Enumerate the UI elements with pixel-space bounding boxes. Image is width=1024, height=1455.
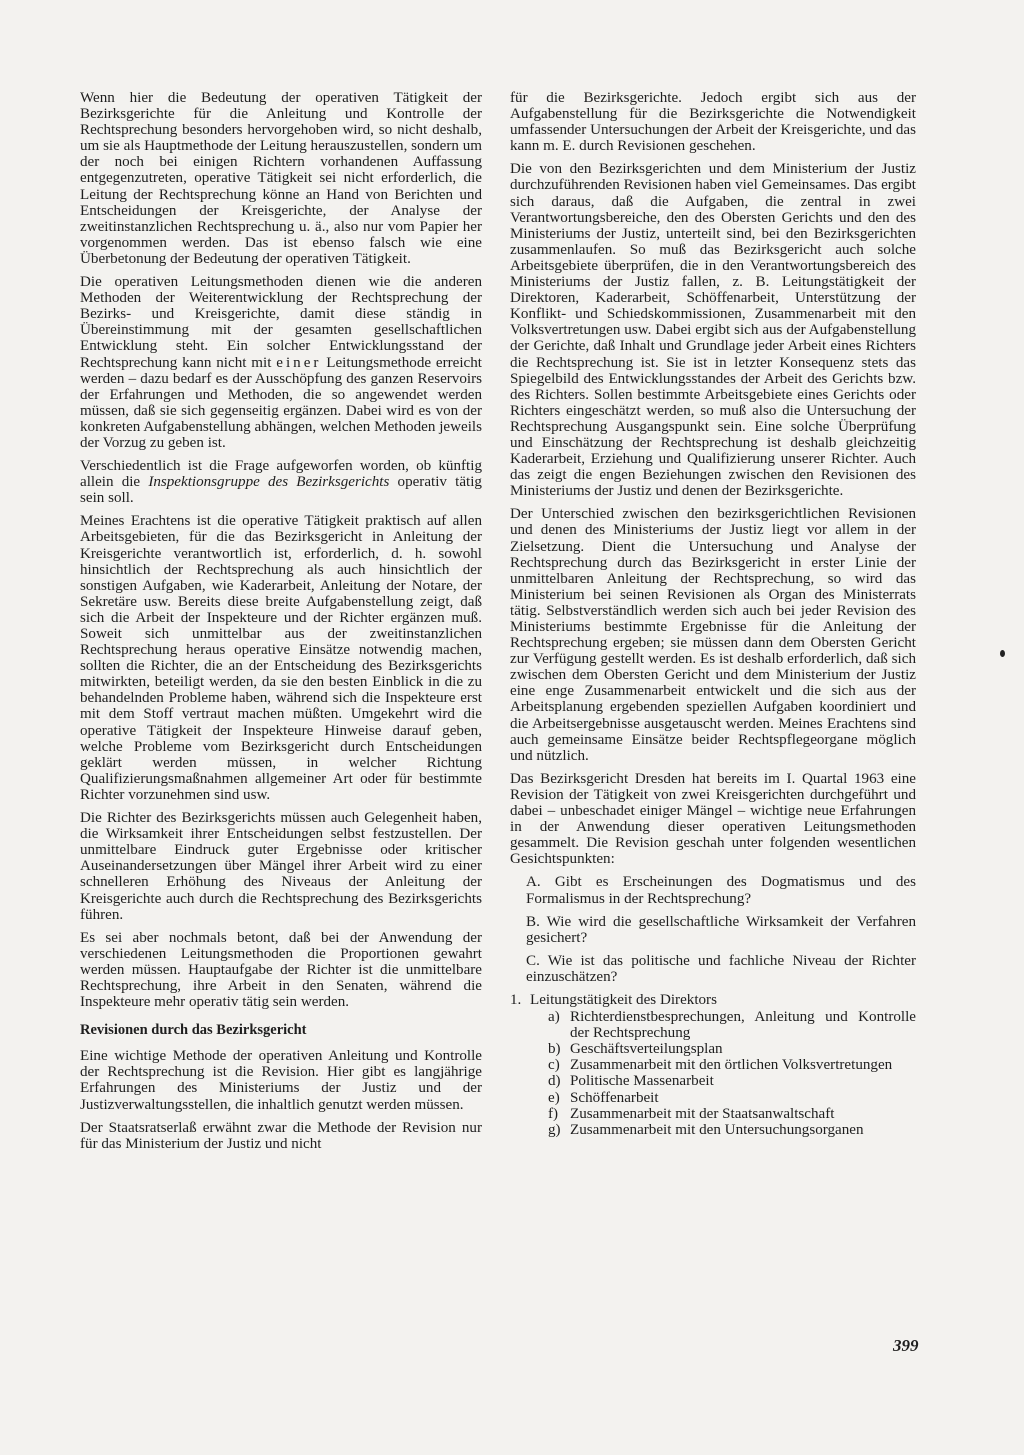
list-number: 1. [510, 991, 522, 1008]
list-item [510, 1090, 916, 1106]
list-item-level1 [510, 992, 916, 1008]
list-item [510, 1009, 916, 1041]
item-label: e) [548, 1089, 560, 1106]
page-number: 399 [893, 1336, 919, 1355]
right-column [510, 90, 916, 1138]
paragraph: Die von den Bezirksgerichten und dem Ministerium der Justiz durchzuführenden Revisionen haben viel Gemeinsames. Das ergibt sich daraus, daß die Aufgaben, die zentral in zwei Verantwortungsbereiche, den des Obersten Gerichts und den des Ministeriums der Justiz, unterteilt sind, bei den Bezirksgerichten zusammenlaufen. So muß das Bezirksgericht auch solche Arbeitsgebiete überprüfen, die in den Verantwortungsbereich des Ministeriums der Justiz fallen, z. B. Leitungstätigkeit der Direktoren, Kaderarbeit, Schöffenarbeit, Unterstützung der Konflikt- und Schiedskommissionen, Zusammenarbeit mit den Volksvertretungen usw. Dabei ergibt sich aus der Aufgabenstellung der Gerichte, daß Inhalt und Grundlage jeder Arbeit eines Richters die Rechtsprechung ist. Sie ist in letzter Konsequenz stets das Spiegelbild des Entwicklungsstandes der Arbeit des Gerichts bzw. des Richters. Sollen bestimmte Arbeitsgebiete eines Gerichts oder Richters eingeschätzt werden, so muß also die Untersuchung der Rechtsprechung Ausgangspunkt sein. Eine solche Überprüfung und Einschätzung der Rechtsprechung ist deshalb gleichzeitig Kaderarbeit, Erziehung und Qualifizierung unserer Richter. Auch das zeigt die engen Beziehungen zwischen den Revisionen des Ministeriums der Justiz und denen der Bezirksgerichte. [510, 161, 916, 500]
question-item: A. Gibt es Erscheinungen des Dogmatismus und des Formalismus in der Rechtsprechung? [526, 874, 916, 907]
paragraph: Meines Erachtens ist die operative Tätigkeit praktisch auf allen Arbeitsgebieten, für die das Bezirksgericht in Anleitung der Kreisgerichte verantwortlich ist, erforderlich, d. h. sowohl hinsichtlich der Rechtsprechung als auch hinsichtlich der sonstigen Aufgaben, wie Kaderarbeit, Anleitung der Notare, der Sekretäre usw. Bereits diese breite Aufgabenstellung zeigt, daß sich die Arbeit der Inspekteure und der Richter ergänzen muß. Soweit sich unmittelbar aus der zweitinstanzlichen Rechtsprechung heraus operative Einsätze notwendig machen, sollten die Richter, die an der Entscheidung des Bezirksgerichts mitwirkten, beteiligt werden, da sie den besten Einblick in die zu behandelnden Probleme haben, während sich die Inspekteure erst mit dem Stoff vertraut machen müßten. Umgekehrt wird die operative Tätigkeit der Inspekteure Hinweise darauf geben, welche Probleme vom Bezirksgericht durch Entscheidungen geklärt werden müssen, in welcher Richtung Qualifizierungsmaßnahmen allgemeiner Art oder für bestimmte Richter vorzunehmen sind usw. [80, 513, 482, 803]
item-label: a) [548, 1009, 560, 1026]
paragraph: Es sei aber nochmals betont, daß bei der Anwendung der verschiedenen Leitungsmethoden die Proportionen gewahrt werden müssen. Hauptaufgabe der Richter ist die unmittelbare Rechtsprechung, ihre Arbeit in den Senaten, während die Inspekteure mehr operativ tätig sein werden. [80, 929, 482, 1011]
item-text: Geschäftsverteilungsplan [570, 1041, 723, 1058]
left-column [80, 90, 482, 1159]
list-item [510, 1057, 916, 1073]
paragraph: Eine wichtige Methode der operativen Anleitung und Kontrolle der Rechtsprechung ist die Revision. Hier gibt es langjährige Erfahrungen des Ministeriums der Justiz und der Justizverwaltungsstellen, die inhaltlich genutzt werden müssen. [80, 1048, 482, 1113]
ink-speck [1000, 650, 1005, 657]
list-title: Leitungstätigkeit des Direktors [530, 991, 717, 1008]
paragraph: Das Bezirksgericht Dresden hat bereits im I. Quartal 1963 eine Revision der Tätigkeit von zwei Kreisgerichten durchgeführt und dabei – unbeschadet einiger Mängel – wichtige neue Erfahrungen in der Anwendung dieser operativen Leitungsmethoden gesammelt. Die Revision geschah unter folgenden wesentlichen Gesichtspunkten: [510, 770, 916, 868]
item-label: d) [548, 1073, 561, 1090]
text-run: Verschiedentlich ist die Frage aufgeworfen worden, ob künftig allein die [80, 458, 482, 491]
item-text: Richterdienstbesprechungen, Anleitung und Kontrolle der Rechtsprechung [570, 1009, 916, 1042]
text-run: Leitungsmethode erreicht werden – dazu bedarf es der Ausschöpfung des ganzen Reservoirs der Erfahrungen und Methoden, die so angewendet werden müssen, daß sie sich gegenseitig ergänzen. Dabei wird es von der konkreten Aufgabenstellung abhängen, welchen Methoden jeweils der Vorzug zu geben ist. [80, 354, 482, 451]
paragraph: Wenn hier die Bedeutung der operativen Tätigkeit der Bezirksgerichte für die Anleitung und Kontrolle der Rechtsprechung besonders hervorgehoben wird, so nicht deshalb, um sie als Hauptmethode der Leitung herauszustellen, sondern um der noch bei einigen Richtern vorhandenen Auffassung entgegenzutreten, operative Tätigkeit sei nicht erforderlich, die Leitung der Rechtsprechung könne an Hand von Berichten und Entscheidungen der Kreisgerichte, der Analyse der zweitinstanzlichen Rechtsprechung u. ä., also nur vom Papier her vorgenommen werden. Das ist ebenso falsch wie eine Überbetonung der Bedeutung der operativen Tätigkeit. [80, 90, 482, 267]
question-item: B. Wie wird die gesellschaftliche Wirksamkeit der Verfahren gesichert? [526, 913, 916, 946]
item-label: c) [548, 1057, 560, 1074]
list-item [510, 1073, 916, 1089]
item-text: Zusammenarbeit mit der Staatsanwaltschaft [570, 1105, 835, 1122]
list-item [510, 1041, 916, 1057]
question-item: C. Wie ist das politische und fachliche Niveau der Richter einzuschätzen? [526, 952, 916, 985]
item-text: Politische Massenarbeit [570, 1073, 714, 1090]
spaced-word: einer [276, 354, 322, 371]
item-label: f) [548, 1105, 559, 1122]
paragraph: Der Staatsratserlaß erwähnt zwar die Methode der Revision nur für das Ministerium der Justiz und nicht [80, 1119, 482, 1152]
item-label: b) [548, 1041, 561, 1058]
text-run: operativ tätig sein soll. [80, 474, 482, 507]
paragraph: Der Unterschied zwischen den bezirksgerichtlichen Revisionen und denen des Ministeriums der Justiz liegt vor allem in der Zielsetzung. Dient die Untersuchung und Analyse der Rechtsprechung durch das Bezirksgericht in erster Linie der unmittelbaren Anleitung der Rechtsprechung, so wird das Ministerium bei seinen Revisionen als Organ des Ministerrats tätig. Selbstverständlich werden sich auch bei jeder Revision des Ministeriums bestimmte Ergebnisse für die Anleitung der Rechtsprechung ergeben; sie müssen dann dem Obersten Gericht zur Verfügung gestellt werden. Es ist deshalb erforderlich, daß sich zwischen dem Obersten Gericht und dem Ministerium der Justiz eine enge Zusammenarbeit entwickelt und die sich aus der Arbeitsplanung ergebenden speziellen Aufgaben koordiniert und die Arbeitsergebnisse ausgetauscht werden. Meines Erachtens sind auch gemeinsame Einsätze beider Rechtspflegeorgane möglich und nützlich. [510, 506, 916, 764]
paragraph: für die Bezirksgerichte. Jedoch ergibt sich aus der Aufgabenstellung für die Bezirksgerichte die Notwendigkeit umfassender Untersuchungen der Arbeit der Kreisgerichte, und das kann m. E. durch Revisionen geschehen. [510, 90, 916, 155]
paragraph [80, 274, 482, 451]
emphasis: Inspektionsgruppe des Bezirksgerichts [148, 474, 390, 491]
item-label: g) [548, 1121, 561, 1138]
list-item [510, 1106, 916, 1122]
section-heading: Revisionen durch das Bezirksgericht [80, 1022, 307, 1039]
paragraph: Die Richter des Bezirksgerichts müssen auch Gelegenheit haben, die Wirksamkeit ihrer Entscheidungen selbst festzustellen. Der unmittelbare Eindruck guter Ergebnisse oder kritischer Auseinandersetzungen über Mängel ihrer Arbeit wird zu einer schnelleren Erhöhung des Niveaus der Anleitung der Kreisgerichte auch durch die Rechtsprechung des Bezirksgerichts führen. [80, 810, 482, 923]
list-item [510, 1122, 916, 1138]
item-text: Zusammenarbeit mit den Untersuchungsorganen [570, 1121, 864, 1138]
sub-list [510, 1009, 916, 1138]
item-text: Schöffenarbeit [570, 1089, 659, 1106]
item-text: Zusammenarbeit mit den örtlichen Volksvertretungen [570, 1057, 893, 1074]
paragraph [80, 458, 482, 506]
text-run: Die operativen Leitungsmethoden dienen wie die anderen Methoden der Weiterentwicklung der Rechtsprechung der Bezirks- und Kreisgerichte, damit diese ständig in Übereinstimmung mit der gesamten gesellschaftlichen Entwicklung steht. Ein solcher Entwicklungsstand der Rechtsprechung kann nicht mit [80, 274, 482, 371]
